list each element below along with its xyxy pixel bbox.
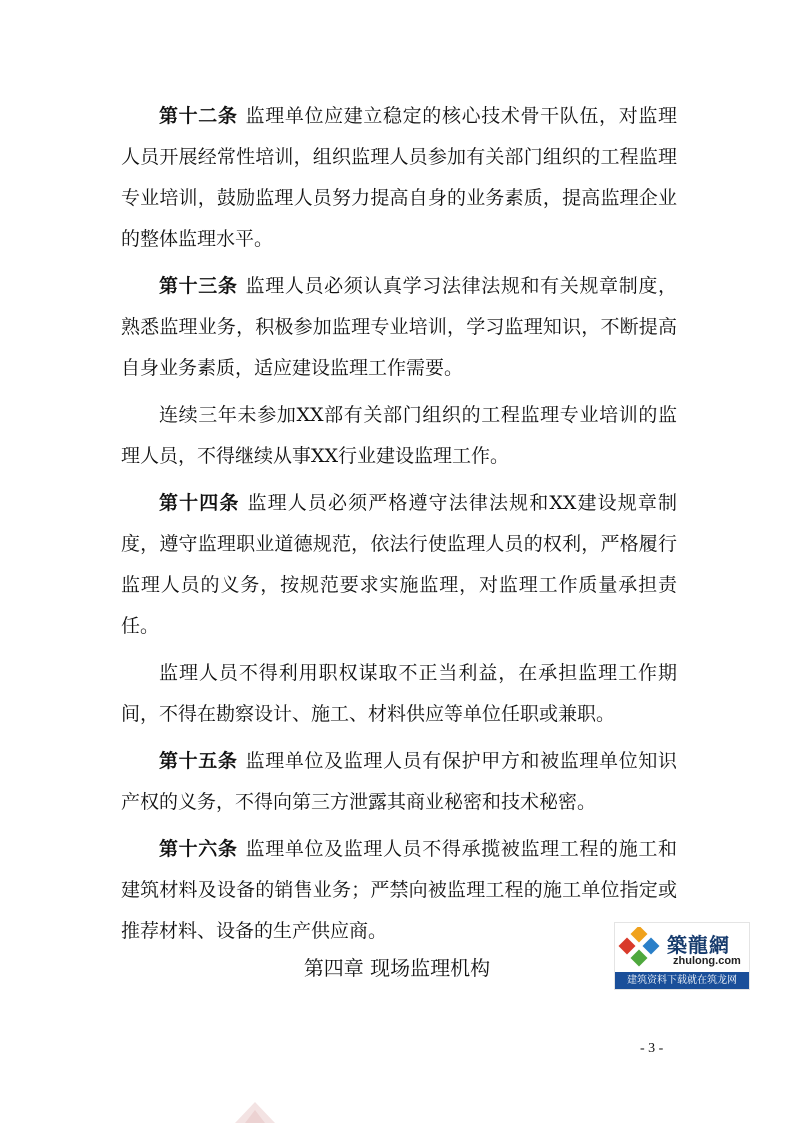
paragraph-article-16: [121, 829, 677, 952]
article-number: 第十五条: [159, 750, 238, 772]
pinwheel-logo-icon: [618, 927, 664, 969]
paragraph-article-13-cont: [121, 395, 677, 477]
paragraph-text: 监理人员必须认真学习法律法规和有关规章制度，熟悉监理业务，积极参加监理专业培训，学习监理知识，不断提高自身业务素质，适应建设监理工作需要。: [121, 275, 677, 379]
logo-slogan: 建筑资料下载就在筑龙网: [615, 972, 749, 989]
paragraph-article-14: [121, 483, 677, 647]
paragraph-article-14-cont: [121, 653, 677, 735]
paragraph-text: 监理人员不得利用职权谋取不正当利益，在承担监理工作期间，不得在勘察设计、施工、材料供应等单位任职或兼职。: [121, 662, 677, 725]
paragraph-text: 监理单位及监理人员有保护甲方和被监理单位知识产权的义务，不得向第三方泄露其商业秘密和技术秘密。: [121, 750, 677, 813]
logo-domain: zhulong.com: [673, 955, 741, 967]
article-number: 第十四条: [159, 492, 240, 514]
article-number: 第十六条: [159, 838, 238, 860]
paragraph-text: 监理单位及监理人员不得承揽被监理工程的施工和建筑材料及设备的销售业务；严禁向被监理工程的施工单位指定或推荐材料、设备的生产供应商。: [121, 838, 677, 942]
watermark-icon: [230, 1098, 280, 1123]
paragraph-text: 监理单位应建立稳定的核心技术骨干队伍，对监理人员开展经常性培训，组织监理人员参加有关部门组织的工程监理专业培训，鼓励监理人员努力提高自身的业务素质，提高监理企业的整体监理水平。: [121, 105, 677, 250]
body-text: [121, 96, 677, 958]
article-number: 第十二条: [159, 105, 238, 127]
paragraph-article-13: [121, 266, 677, 389]
article-number: 第十三条: [159, 275, 238, 297]
zhulong-logo: [614, 922, 750, 990]
paragraph-article-15: [121, 741, 677, 823]
logo-name: 築龍網: [667, 933, 730, 957]
paragraph-text: 监理人员必须严格遵守法律法规和XX建设规章制度，遵守监理职业道德规范，依法行使监理人员的权利，严格履行监理人员的义务，按规范要求实施监理，对监理工作质量承担责任。: [121, 492, 677, 637]
page-number: - 3 -: [640, 1041, 664, 1056]
chapter-heading: 第四章 现场监理机构: [303, 956, 491, 980]
paragraph-article-12: [121, 96, 677, 260]
paragraph-text: 连续三年未参加XX部有关部门组织的工程监理专业培训的监理人员，不得继续从事XX行业建设监理工作。: [121, 404, 677, 467]
